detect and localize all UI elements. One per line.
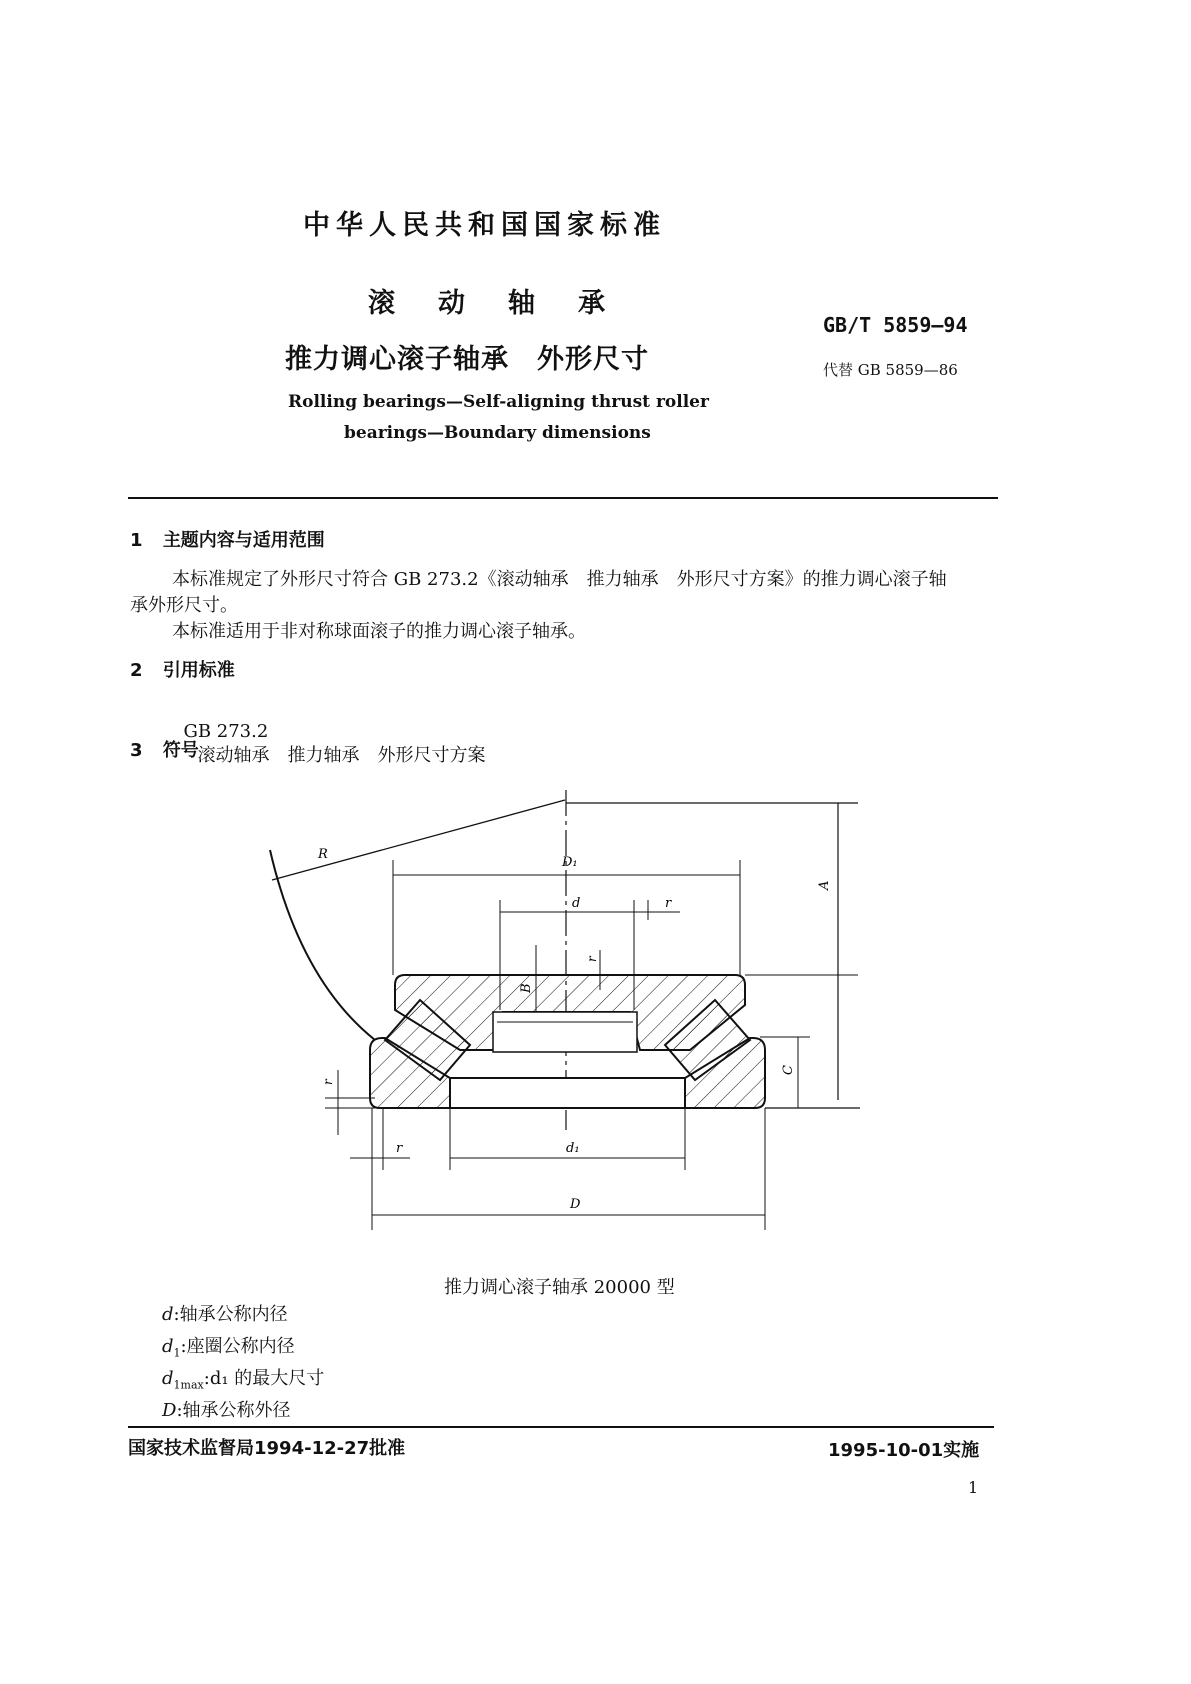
label-r-top: r	[665, 896, 672, 911]
replaces-note: 代替 GB 5859—86	[823, 361, 958, 379]
symbol-item-d: d:轴承公称内径	[162, 1304, 288, 1325]
symbol-desc: 轴承公称外径	[182, 1400, 291, 1421]
section-1-num: 1	[130, 530, 143, 551]
std-code: GB/T 5859—94	[823, 313, 968, 337]
symbol-item-d1: $d_1$:座圈公称内径	[162, 1336, 295, 1360]
section-1-para1-line1: 本标准规定了外形尺寸符合 GB 273.2《滚动轴承 推力轴承 外形尺寸方案》的推力调心滚子轴	[172, 569, 947, 590]
title-en-2: bearings—Boundary dimensions	[344, 423, 651, 443]
symbol-desc: 座圈公称内径	[186, 1336, 295, 1357]
effective-line: 1995-10-01实施	[828, 1440, 980, 1461]
symbol: D	[162, 1400, 177, 1421]
section-3-title: 符号	[162, 740, 199, 761]
footer-rule	[128, 1426, 994, 1428]
radius-arc	[270, 850, 375, 1040]
section-2-title: 引用标准	[162, 660, 235, 681]
title-cn-2: 推力调心滚子轴承 外形尺寸	[285, 344, 649, 375]
symbol-item-D: D:轴承公称外径	[162, 1400, 291, 1421]
section-3-num: 3	[130, 740, 143, 761]
ref-code: GB 273.2	[183, 721, 269, 742]
symbol-item-d1max: $d_{1max}:d_1$ 的最大尺寸	[162, 1368, 325, 1392]
symbol: d	[162, 1368, 174, 1389]
label-A: A	[817, 880, 832, 890]
symbol-sub: 1max	[173, 1378, 204, 1392]
section-1-para1-line2: 承外形尺寸。	[130, 595, 238, 616]
label-R: R	[318, 847, 328, 862]
label-D1: D₁	[562, 855, 578, 870]
label-C: C	[781, 1065, 796, 1075]
figure-caption: 推力调心滚子轴承 20000 型	[444, 1277, 675, 1298]
symbol: d	[162, 1304, 174, 1325]
approval-line: 国家技术监督局1994-12-27批准	[128, 1438, 406, 1459]
ref-title: 滚动轴承 推力轴承 外形尺寸方案	[197, 745, 486, 766]
radius-line	[272, 800, 565, 880]
symbol-sub: 1	[173, 1346, 181, 1360]
section-1-title: 主题内容与适用范围	[162, 530, 325, 551]
label-B: B	[519, 983, 534, 993]
symbol-list	[162, 1300, 324, 1428]
label-r-mid: r	[585, 956, 599, 962]
page-number: 1	[968, 1478, 979, 1497]
label-d1: d₁	[566, 1141, 580, 1156]
label-d: d	[572, 896, 581, 911]
label-D: D	[570, 1197, 581, 1212]
section-1-para2: 本标准适用于非对称球面滚子的推力调心滚子轴承。	[172, 621, 586, 642]
symbol: d	[162, 1336, 174, 1357]
label-r-left: r	[321, 1079, 335, 1085]
label-r-bottom: r	[396, 1141, 403, 1156]
title-en-1: Rolling bearings—Self-aligning thrust roller	[288, 392, 709, 412]
title-cn-1: 滚 动 轴 承	[368, 288, 613, 319]
symbol-desc: d₁ 的最大尺寸	[209, 1368, 325, 1389]
section-2-num: 2	[130, 660, 143, 681]
symbol-desc: 轴承公称内径	[179, 1304, 288, 1325]
national-title: 中华人民共和国国家标准	[303, 210, 666, 241]
